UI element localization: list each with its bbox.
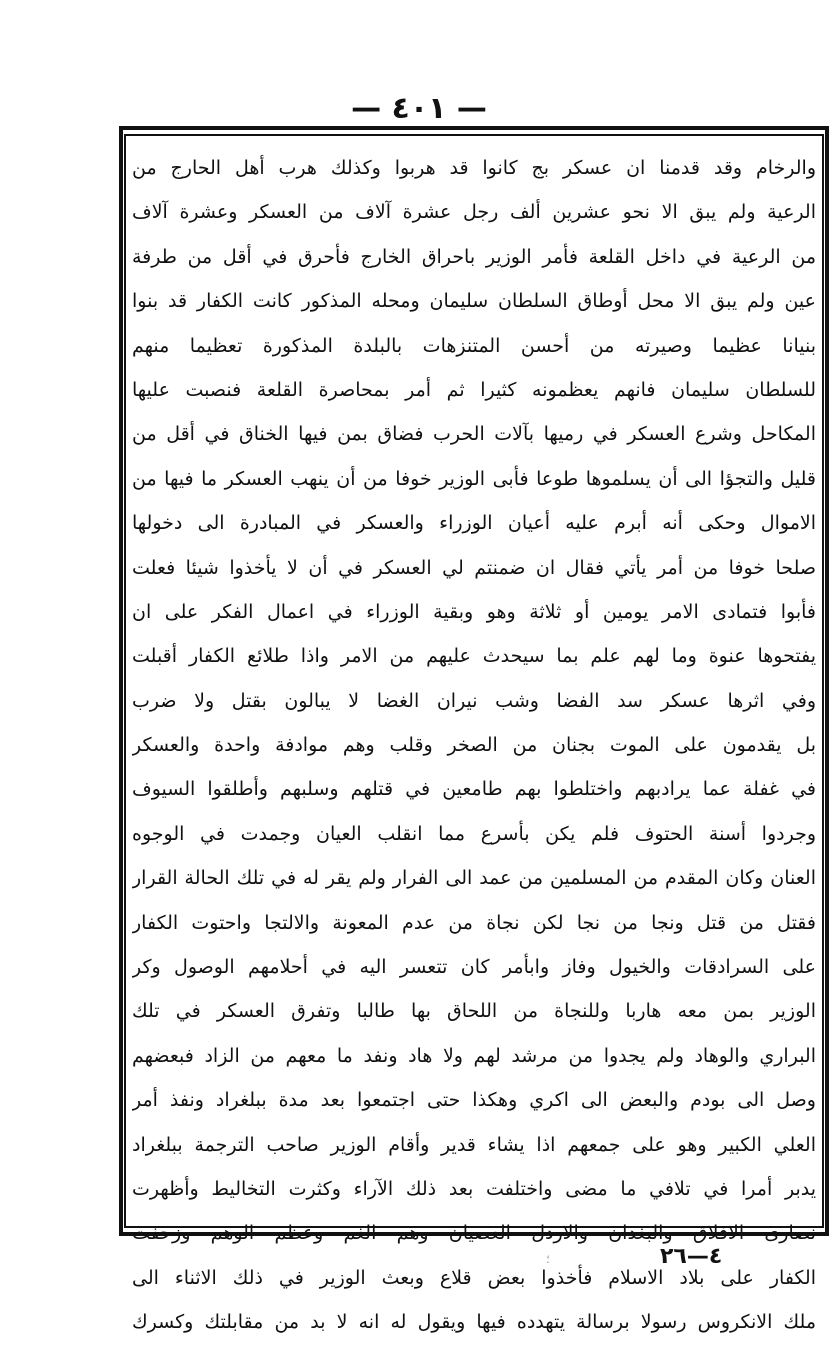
- text-line: الاموال وحكى أنه أبرم عليه أعيان الوزراء والعسكر في المبادرة الى دخولها: [132, 512, 816, 535]
- text-line: والرخام وقد قدمنا ان عسكر بج كانوا قد هربوا وكذلك هرب أهل الحارج من: [132, 157, 816, 179]
- text-line: المكاحل وشرع العسكر في رميها بآلات الحرب فضاق بمن فيها الخناق في أقل من: [132, 423, 816, 446]
- text-line: الكفار على بلاد الاسلام فأخذوا بعض قلاع وبعث الوزير في ذلك الاثناء الى: [132, 1266, 816, 1289]
- page-number: — ٤٠١ —: [351, 91, 487, 126]
- body-text: [132, 146, 816, 1345]
- text-line: الوزير بمن معه هاربا وللنجاة من اللحاق بها طالبا وتفرق العسكر في تلك: [132, 1000, 816, 1023]
- text-line: فأبوا فتمادى الامر يومين أو ثلاثة وهو وبقية الوزراء في اعمال الفكر على ان: [132, 600, 816, 623]
- text-line: العلي الكبير وهو على جمعهم اذا يشاء قدير وأقام الوزير صاحب الترجمة ببلغراد: [132, 1133, 816, 1156]
- text-line: قليل والتجؤا الى أن يسلموها طوعا فأبى الوزير خوفا من أن ينهب العسكر ما فيها من: [132, 467, 816, 490]
- text-line: في غفلة عما يرادبهم واختلطوا بهم طامعين في قتلهم وسلبهم وأطلقوا السيوف: [132, 778, 816, 801]
- text-line: فقتل من قتل ونجا من نجا لكن نجاة من عدم المعونة والالتجا واحتوت الكفار: [132, 911, 816, 934]
- text-line: من الرعية في داخل القلعة فأمر الوزير باحراق الخارج فأحرق في أقل من طرفة: [132, 245, 816, 268]
- text-line: عين ولم يبق الا محل أوطاق السلطان سليمان ومحله المذكور كانت الكفار قد بنوا: [132, 290, 816, 313]
- text-line: وصل الى بودم والبعض الى اكري وهكذا حتى اجتمعوا بعد مدة ببلغراد ونفذ أمر: [132, 1089, 816, 1112]
- text-line: يفتحوها عنوة وما لهم علم بما سيحدث عليهم من الامر واذا طلائع الكفار أقبلت: [132, 645, 816, 668]
- text-line: نصارى الافلاق والبغدان والاردل العصيان وهم الغم وعظم الوهم وزحفت: [132, 1222, 816, 1245]
- text-line: للسلطان سليمان فانهم يعظمونه كثيرا ثم أمر بمحاصرة القلعة فنصبت عليها: [132, 378, 816, 401]
- text-line: يدبر أمرا في تلافي ما مضى واختلفت بعد ذلك الآراء وكثرت التخاليط وأظهرت: [132, 1177, 816, 1200]
- text-line: الرعية ولم يبق الا نحو عشرين ألف رجل عشرة آلاف من العسكر وعشرة آلاف: [132, 201, 816, 224]
- text-line: العنان وكان المقدم من المسلمين من عمد الى الفرار ولم يقر له في تلك الحالة القرار: [132, 867, 816, 890]
- text-line: بل يقدمون على الموت بجنان من الصخر وقلب وهم موادفة واحدة والعسكر: [132, 734, 816, 757]
- text-line: بنيانا عظيما وصيرته من أحسن المتنزهات بالبلدة المذكورة تعظيما منهم: [132, 334, 816, 357]
- text-line: على السرادقات والخيول وفاز وابأمر كان تتعسر اليه في أحلامهم الوصول وكر: [132, 956, 816, 979]
- signature-mark: ٤—٢٦: [660, 1244, 723, 1269]
- margin-mark: ؛: [546, 1252, 550, 1266]
- text-line: البراري والوهاد ولم يجدوا من مرشد لهم ولا هاد ونفد ما معهم من الزاد فبعضهم: [132, 1044, 816, 1067]
- text-line: وجردوا أسنة الحتوف فلم يكن بأسرع مما انقلب العيان وجمدت في الوجوه: [132, 822, 816, 845]
- text-line: وفي اثرها عسكر سد الفضا وشب نيران الغضا لا يبالون بقتل ولا ضرب: [132, 689, 816, 712]
- text-line: ملك الانكروس رسولا برسالة يتهدده فيها ويقول له انه لا بد من مقابلتك وكسرك: [132, 1311, 816, 1334]
- text-line: صلحا خوفا من أمر يأتي فقال ان ضمنتم لي العسكر في أن لا يأخذوا شيئا فعلت: [132, 556, 816, 579]
